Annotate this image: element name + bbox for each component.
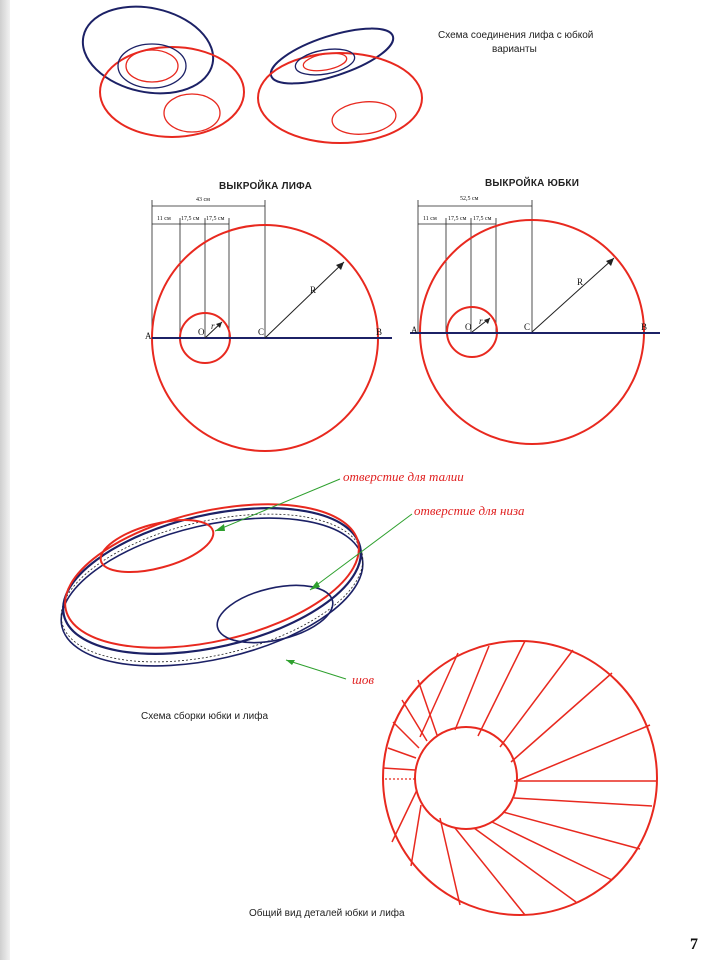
bodice-pattern-title: ВЫКРОЙКА ЛИФА: [219, 181, 313, 192]
assembly-drawing: [47, 479, 412, 692]
skirt-point-B: B: [641, 322, 648, 332]
skirt-point-R: R: [577, 277, 584, 287]
overview-inner-circle: [415, 727, 517, 829]
skirt-point-A: A: [411, 325, 418, 335]
connection-variant-2: [258, 17, 422, 143]
variant1-bottom-opening: [164, 94, 220, 132]
variant2-bottom-opening: [331, 99, 398, 138]
skirt-pattern-drawing: [410, 200, 660, 444]
bodice-point-C: C: [258, 327, 265, 337]
assembly-waist-opening: [95, 510, 218, 583]
skirt-dim-1: 11 см: [423, 216, 437, 222]
overview-wheel: [383, 641, 657, 915]
variant2-waist-inner-blue: [293, 45, 356, 79]
bodice-point-R: R: [310, 285, 317, 295]
scheme-subtitle: варианты: [492, 44, 537, 55]
waist-opening-note: отверстие для талии: [343, 469, 464, 484]
skirt-dim-2: 17,5 см: [448, 216, 467, 222]
assembly-bodice-disk: [51, 479, 373, 673]
variant1-bodice-outline: [75, 0, 222, 105]
assembly-caption: Схема сборки юбки и лифа: [141, 711, 269, 722]
skirt-point-O: O: [465, 322, 472, 332]
variant1-waist-inner-red: [126, 50, 178, 82]
seam-note: шов: [352, 672, 374, 687]
bodice-point-O: O: [198, 327, 205, 337]
bodice-dim-1: 11 см: [157, 216, 171, 222]
variant2-bodice-outline: [265, 17, 399, 95]
bodice-point-r: r: [211, 321, 215, 331]
scheme-title: Схема соединения лифа с юбкой: [438, 30, 594, 41]
skirt-point-r: r: [479, 316, 483, 326]
bodice-point-A: A: [145, 331, 152, 341]
overview-caption: Общий вид деталей юбки и лифа: [249, 908, 405, 919]
skirt-dim-3: 17,5 см: [473, 216, 492, 222]
bodice-point-B: B: [376, 327, 383, 337]
page-number: 7: [690, 936, 698, 953]
skirt-point-C: C: [524, 322, 531, 332]
bodice-dim-3: 17,5 см: [206, 216, 225, 222]
bodice-dim-total: 43 см: [196, 197, 210, 203]
variant2-skirt-outline: [258, 53, 422, 143]
skirt-dim-total: 52,5 см: [460, 196, 479, 202]
bodice-pattern-drawing: [152, 200, 392, 451]
overview-outer-circle: [383, 641, 657, 915]
connection-variant-1: [75, 0, 244, 137]
skirt-pattern-title: ВЫКРОЙКА ЮБКИ: [485, 178, 580, 189]
bottom-opening-note: отверстие для низа: [414, 503, 525, 518]
bodice-dim-2: 17,5 см: [181, 216, 200, 222]
